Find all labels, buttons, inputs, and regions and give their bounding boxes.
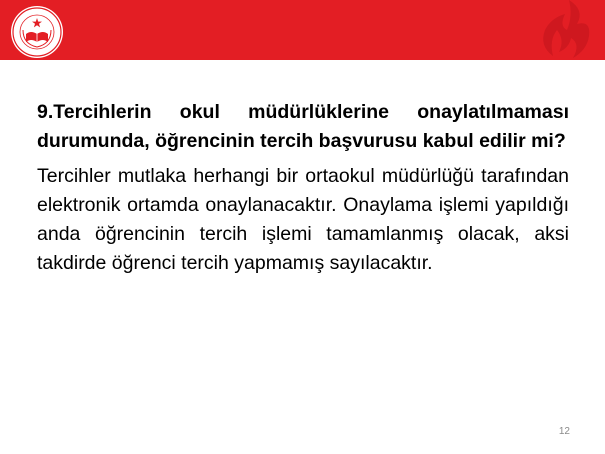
question-text: 9.Tercihlerin okul müdürlüklerine onaylatılmaması durumunda, öğrencinin tercih başvurusu kabul edilir mi? [37,101,569,152]
flame-icon [525,0,605,60]
ministry-seal-icon [9,4,65,60]
page-number: 12 [558,426,570,437]
answer-text: Tercihler mutlaka herhangi bir ortaokul müdürlüğü tarafından elektronik ortamda onaylanacaktır. Onaylama işlemi yapıldığı anda öğrencinin tercih işlemi tamamlanmış olacak, aksi takdirde öğrenci tercih yapmamış sayılacaktır. [37,165,569,274]
slide-content [37,98,569,278]
header-bar [0,0,605,60]
